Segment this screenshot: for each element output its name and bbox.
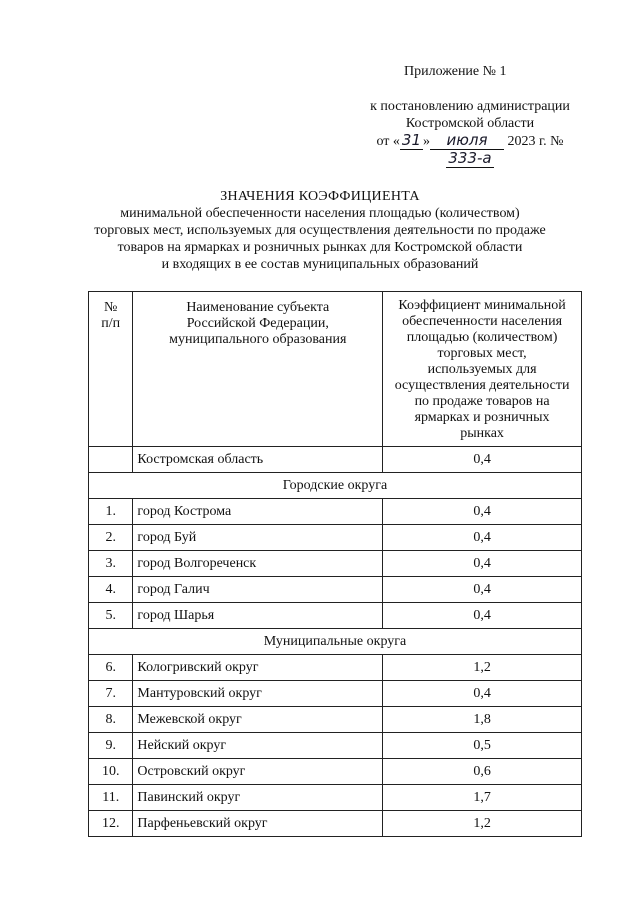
- cell-name: Кологривский округ: [133, 655, 383, 681]
- cell-value: 0,4: [383, 447, 582, 473]
- table-row: [89, 759, 582, 785]
- cell-num: 12.: [89, 811, 133, 837]
- decree-date-line: [352, 132, 588, 168]
- header-coef-6: осуществления деятельности: [394, 378, 570, 393]
- cell-num: 6.: [89, 655, 133, 681]
- header-coef-4: торговых мест,: [437, 346, 527, 361]
- decree-line-2: Костромской области: [405, 116, 535, 131]
- cell-value: 0,4: [383, 603, 582, 629]
- section-title: Муниципальные округа: [89, 629, 582, 655]
- title-main: ЗНАЧЕНИЯ КОЭФФИЦИЕНТА: [220, 189, 420, 204]
- cell-value: 0,6: [383, 759, 582, 785]
- cell-num: 4.: [89, 577, 133, 603]
- header-coefficient: [383, 292, 582, 447]
- header-name-1: Наименование субъекта: [186, 300, 330, 315]
- title-line-4: и входящих в ее состав муниципальных образований: [161, 257, 479, 272]
- decree-reference: [352, 98, 588, 168]
- cell-name: Мантуровский округ: [133, 681, 383, 707]
- header-coef-2: обеспеченности населения: [402, 314, 563, 329]
- table-row: [89, 577, 582, 603]
- header-coef-8: ярмарках и розничных: [414, 410, 550, 425]
- table-row: [89, 551, 582, 577]
- section-title: Городские округа: [89, 473, 582, 499]
- header-name-2: Российской Федерации,: [186, 316, 329, 331]
- title-line-1: минимальной обеспеченности населения площадью (количеством): [120, 206, 520, 221]
- header-coef-7: по продаже товаров на: [414, 394, 550, 409]
- cell-num: [89, 447, 133, 473]
- table-row: [89, 603, 582, 629]
- cell-value: 0,5: [383, 733, 582, 759]
- table-row-region: [89, 447, 582, 473]
- cell-value: 0,4: [383, 525, 582, 551]
- cell-num: 8.: [89, 707, 133, 733]
- cell-value: 1,2: [383, 655, 582, 681]
- table-row: [89, 785, 582, 811]
- date-year: 2023 г. №: [507, 134, 564, 149]
- appendix-label: Приложение № 1: [404, 64, 507, 79]
- header-num: [89, 292, 133, 447]
- decree-line-1: к постановлению администрации: [370, 99, 570, 114]
- date-day-handwritten: 31: [401, 131, 421, 149]
- table-row: [89, 681, 582, 707]
- cell-name: Парфеньевский округ: [133, 811, 383, 837]
- cell-name: город Галич: [133, 577, 383, 603]
- table-row: [89, 525, 582, 551]
- cell-num: 10.: [89, 759, 133, 785]
- table-header-row: [89, 292, 582, 447]
- cell-name: Межевской округ: [133, 707, 383, 733]
- title-line-3: товаров на ярмарках и розничных рынках для Костромской области: [117, 240, 523, 255]
- date-mid: »: [423, 134, 430, 149]
- cell-value: 0,4: [383, 577, 582, 603]
- cell-num: 11.: [89, 785, 133, 811]
- table-row: [89, 733, 582, 759]
- header-coef-3: площадью (количеством): [406, 330, 558, 345]
- cell-name: город Буй: [133, 525, 383, 551]
- title-line-2: торговых мест, используемых для осуществления деятельности по продаже: [94, 223, 546, 238]
- cell-name: город Шарья: [133, 603, 383, 629]
- table-row: [89, 655, 582, 681]
- section-row-municipal: [89, 629, 582, 655]
- cell-name: Павинский округ: [133, 785, 383, 811]
- header-name: [133, 292, 383, 447]
- cell-num: 9.: [89, 733, 133, 759]
- document-title: [90, 188, 550, 273]
- section-row-city: [89, 473, 582, 499]
- cell-name: город Волгореченск: [133, 551, 383, 577]
- cell-num: 1.: [89, 499, 133, 525]
- table-row: [89, 811, 582, 837]
- table-row: [89, 499, 582, 525]
- cell-name: Нейский округ: [133, 733, 383, 759]
- cell-name: город Кострома: [133, 499, 383, 525]
- cell-value: 0,4: [383, 551, 582, 577]
- cell-value: 1,7: [383, 785, 582, 811]
- header-name-3: муниципального образования: [169, 332, 347, 347]
- header-coef-5: используемых для: [427, 362, 537, 377]
- cell-value: 0,4: [383, 681, 582, 707]
- cell-num: 5.: [89, 603, 133, 629]
- header-num-1: №: [104, 300, 118, 315]
- cell-name: Островский округ: [133, 759, 383, 785]
- cell-value: 1,8: [383, 707, 582, 733]
- cell-value: 0,4: [383, 499, 582, 525]
- cell-num: 7.: [89, 681, 133, 707]
- cell-value: 1,2: [383, 811, 582, 837]
- coefficient-table: [88, 291, 582, 837]
- decree-number-handwritten: 333-а: [448, 149, 492, 167]
- cell-name: Костромская область: [133, 447, 383, 473]
- header-coef-1: Коэффициент минимальной: [398, 298, 566, 313]
- cell-num: 3.: [89, 551, 133, 577]
- date-month-handwritten: июля: [430, 132, 504, 150]
- cell-num: 2.: [89, 525, 133, 551]
- date-prefix: от «: [376, 134, 400, 149]
- header-num-2: п/п: [101, 316, 121, 331]
- table-row: [89, 707, 582, 733]
- header-coef-9: рынках: [460, 426, 504, 441]
